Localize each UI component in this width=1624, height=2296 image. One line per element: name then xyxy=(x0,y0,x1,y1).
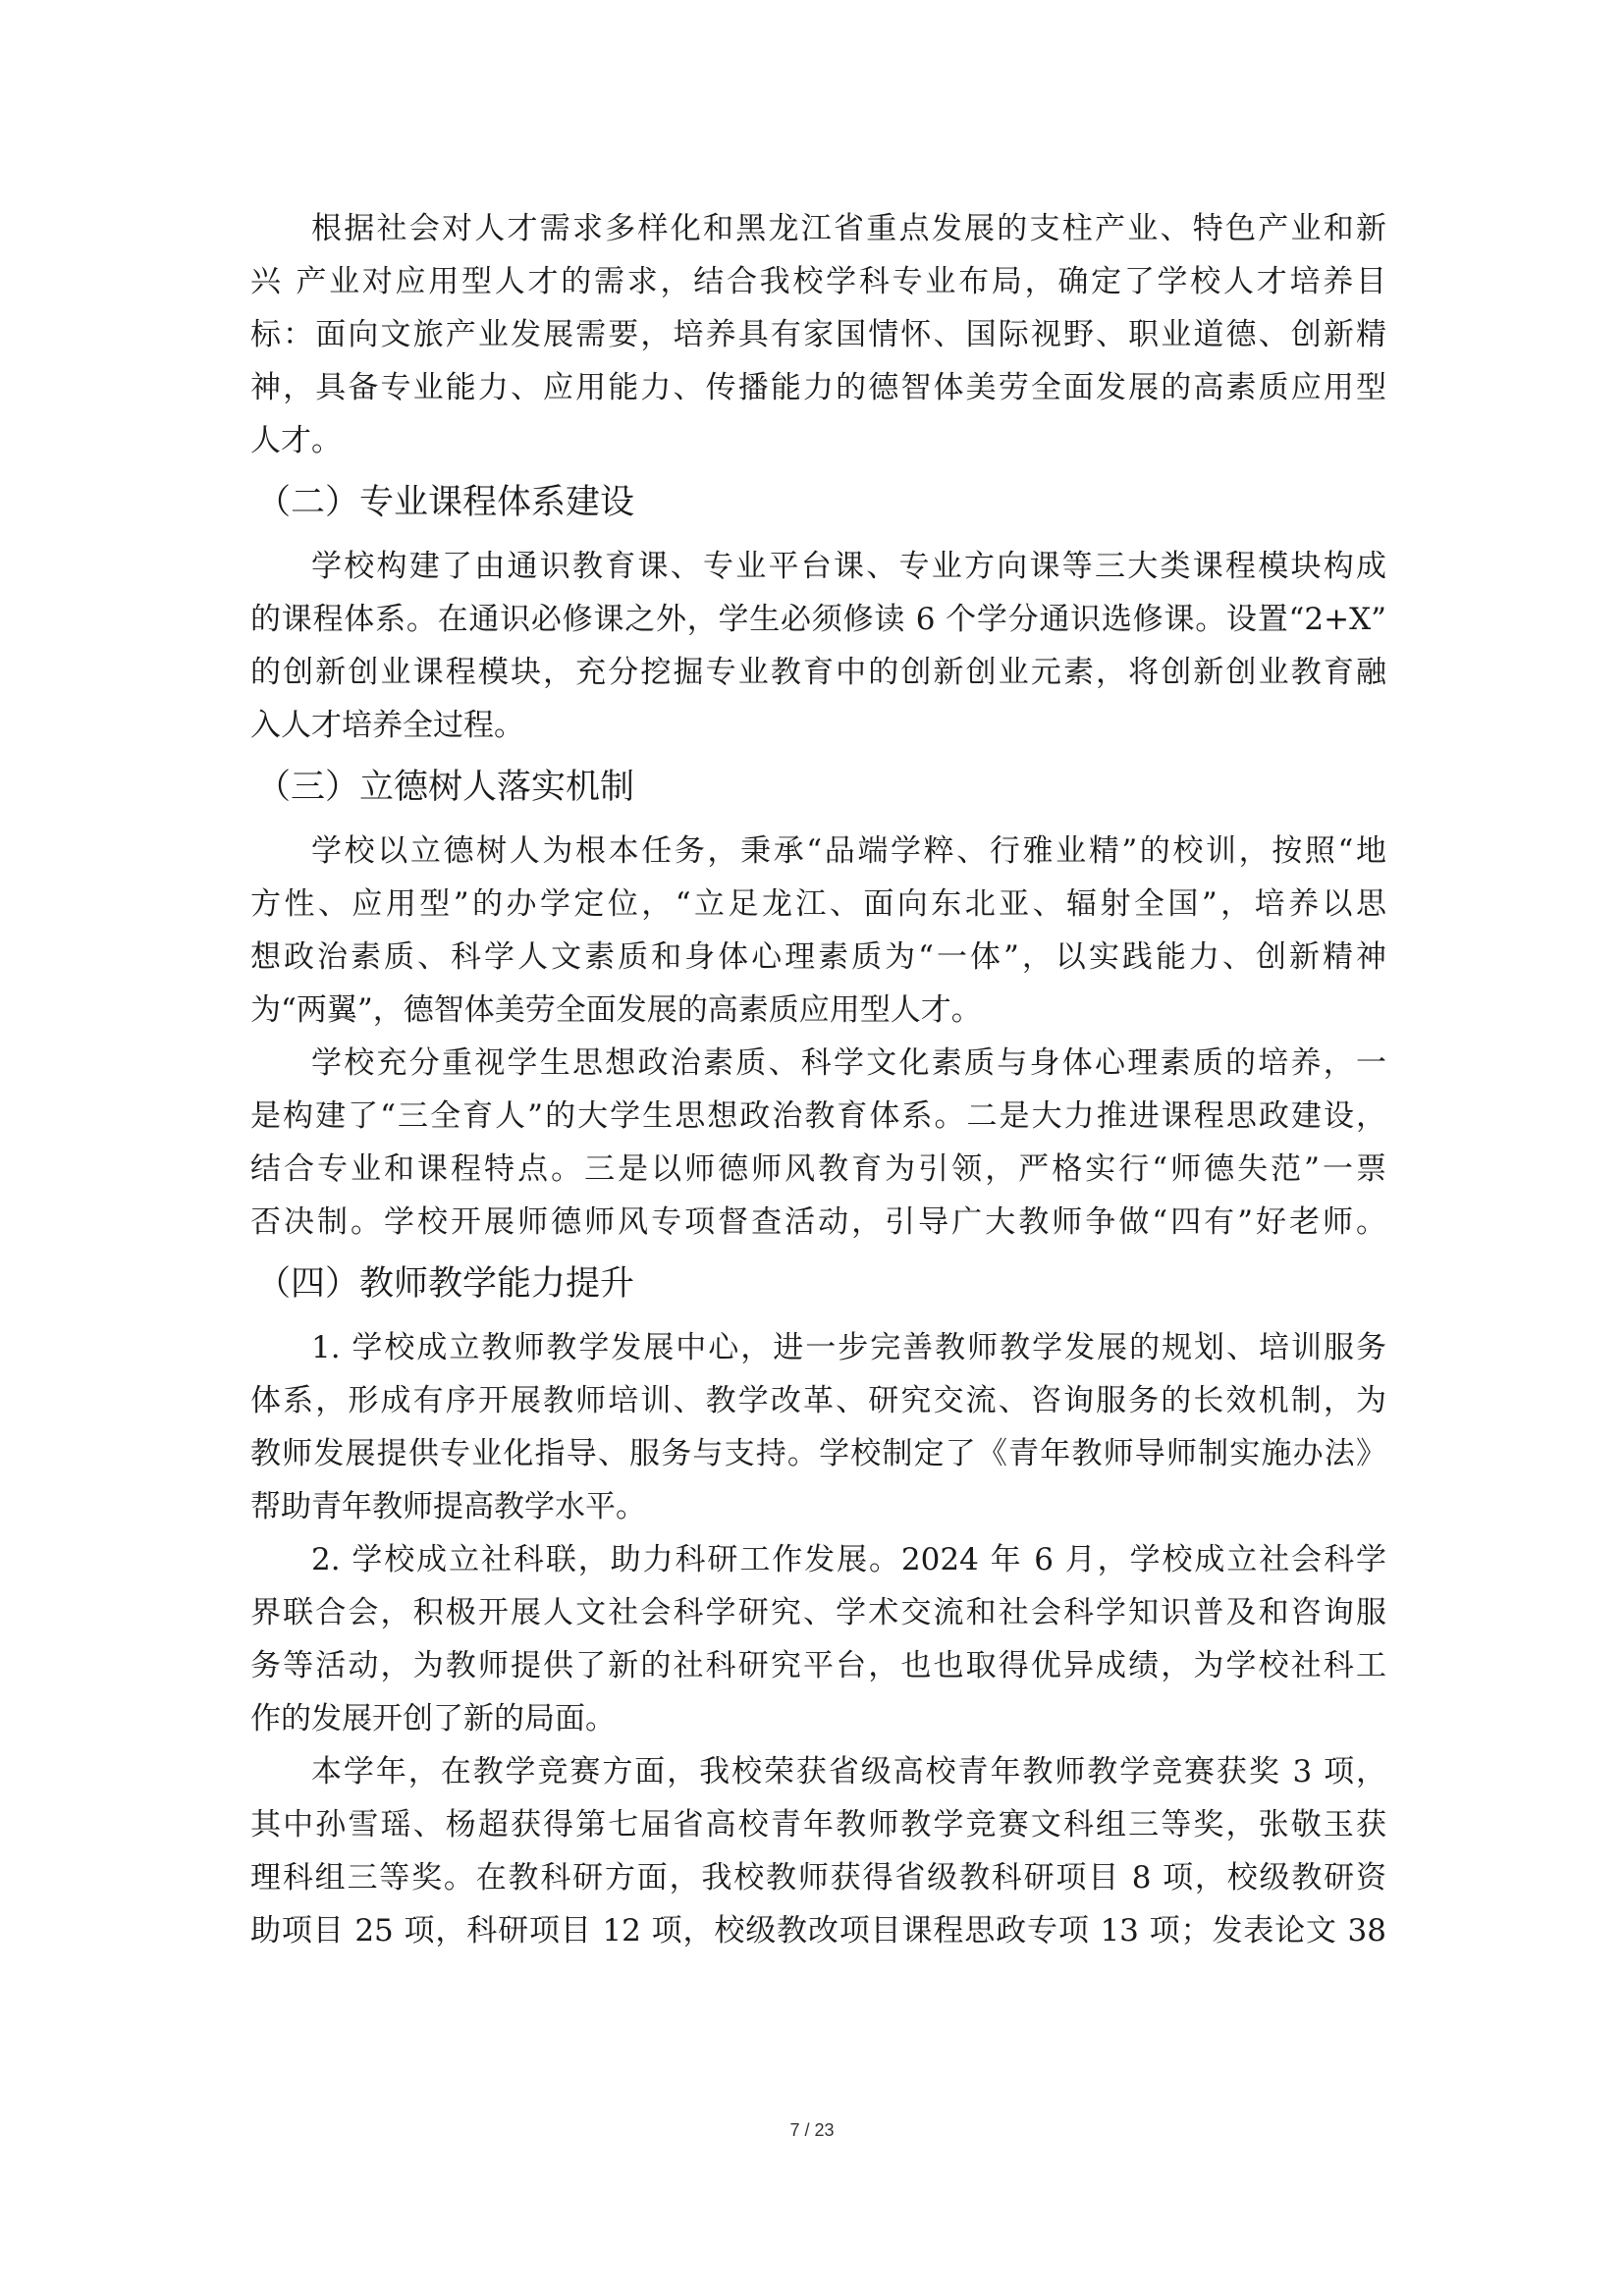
text-line: 教师发展提供专业化指导、服务与支持。学校制定了《青年教师导师制实施办法》 xyxy=(250,1436,1386,1471)
text-line: 的创新创业课程模块，充分挖掘专业教育中的创新创业元素，将创新创业教育融 xyxy=(250,655,1386,690)
text-line: 其中孙雪瑶、杨超获得第七届省高校青年教师教学竞赛文科组三等奖，张敬玉获 xyxy=(250,1807,1386,1842)
text-line: 标：面向文旅产业发展需要，培养具有家国情怀、国际视野、职业道德、创新精 xyxy=(250,317,1386,352)
text-line: 助项目 25 项，科研项目 12 项，校级教改项目课程思政专项 13 项；发表论文 38 xyxy=(250,1913,1386,1949)
text-line: 根据社会对人才需求多样化和黑龙江省重点发展的支柱产业、特色产业和新 xyxy=(311,211,1386,246)
text-line: 务等活动，为教师提供了新的社科研究平台，也也取得优异成绩，为学校社科工 xyxy=(250,1648,1386,1683)
text-line: 帮助青年教师提高教学水平。 xyxy=(250,1489,646,1524)
text-line: 学校构建了由通识教育课、专业平台课、专业方向课等三大类课程模块构成 xyxy=(311,549,1386,584)
paragraph-curriculum xyxy=(250,540,1386,752)
text-line: 人才。 xyxy=(250,423,342,458)
text-line: 是构建了“三全育人”的大学生思想政治教育体系。二是大力推进课程思政建设， xyxy=(250,1098,1386,1134)
paragraph-competition-results xyxy=(250,1745,1386,1957)
page-content xyxy=(250,202,1386,1957)
paragraph-talent-goal xyxy=(250,202,1386,467)
page-number: 7 / 23 xyxy=(789,2120,835,2140)
text-line: 体系，形成有序开展教师培训、教学改革、研究交流、咨询服务的长效机制，为 xyxy=(250,1383,1386,1418)
text-line: 结合专业和课程特点。三是以师德师风教育为引领，严格实行“师德失范”一票 xyxy=(250,1151,1386,1187)
paragraph-social-science-federation xyxy=(250,1533,1386,1745)
text-line: 作的发展开创了新的局面。 xyxy=(250,1701,616,1736)
paragraph-ideological-education xyxy=(250,1037,1386,1249)
text-line: 界联合会，积极开展人文社会科学研究、学术交流和社会科学知识普及和咨询服 xyxy=(250,1595,1386,1630)
section-heading-curriculum: （二）专业课程体系建设 xyxy=(256,483,635,522)
text-line: 理科组三等奖。在教科研方面，我校教师获得省级教科研项目 8 项，校级教研资 xyxy=(250,1860,1386,1896)
section-heading-moral-education: （三）立德树人落实机制 xyxy=(256,768,635,807)
text-line: 兴 产业对应用型人才的需求，结合我校学科专业布局，确定了学校人才培养目 xyxy=(250,264,1386,299)
text-line: 想政治素质、科学人文素质和身体心理素质为“一体”，以实践能力、创新精神 xyxy=(250,939,1386,975)
text-line: 神，具备专业能力、应用能力、传播能力的德智体美劳全面发展的高素质应用型 xyxy=(250,370,1386,405)
text-line: 2. 学校成立社科联，助力科研工作发展。2024 年 6 月，学校成立社会科学 xyxy=(311,1542,1386,1577)
text-line: 1. 学校成立教师教学发展中心，进一步完善教师教学发展的规划、培训服务 xyxy=(311,1330,1386,1365)
text-line: 学校以立德树人为根本任务，秉承“品端学粹、行雅业精”的校训，按照“地 xyxy=(311,833,1386,869)
text-line: 为“两翼”，德智体美劳全面发展的高素质应用型人才。 xyxy=(250,992,982,1028)
paragraph-moral-education xyxy=(250,825,1386,1037)
text-line: 的课程体系。在通识必修课之外，学生必须修读 6 个学分通识选修课。设置“2+X” xyxy=(250,602,1386,637)
paragraph-teaching-center xyxy=(250,1321,1386,1533)
text-line: 方性、应用型”的办学定位，“立足龙江、面向东北亚、辐射全国”，培养以思 xyxy=(250,886,1386,922)
text-line: 本学年，在教学竞赛方面，我校荣获省级高校青年教师教学竞赛获奖 3 项， xyxy=(311,1754,1386,1789)
text-line: 入人才培养全过程。 xyxy=(250,708,524,743)
text-line: 否决制。学校开展师德师风专项督查活动，引导广大教师争做“四有”好老师。 xyxy=(250,1204,1386,1240)
text-line: 学校充分重视学生思想政治素质、科学文化素质与身体心理素质的培养，一 xyxy=(311,1045,1386,1081)
section-heading-teaching-ability: （四）教师教学能力提升 xyxy=(256,1264,635,1304)
